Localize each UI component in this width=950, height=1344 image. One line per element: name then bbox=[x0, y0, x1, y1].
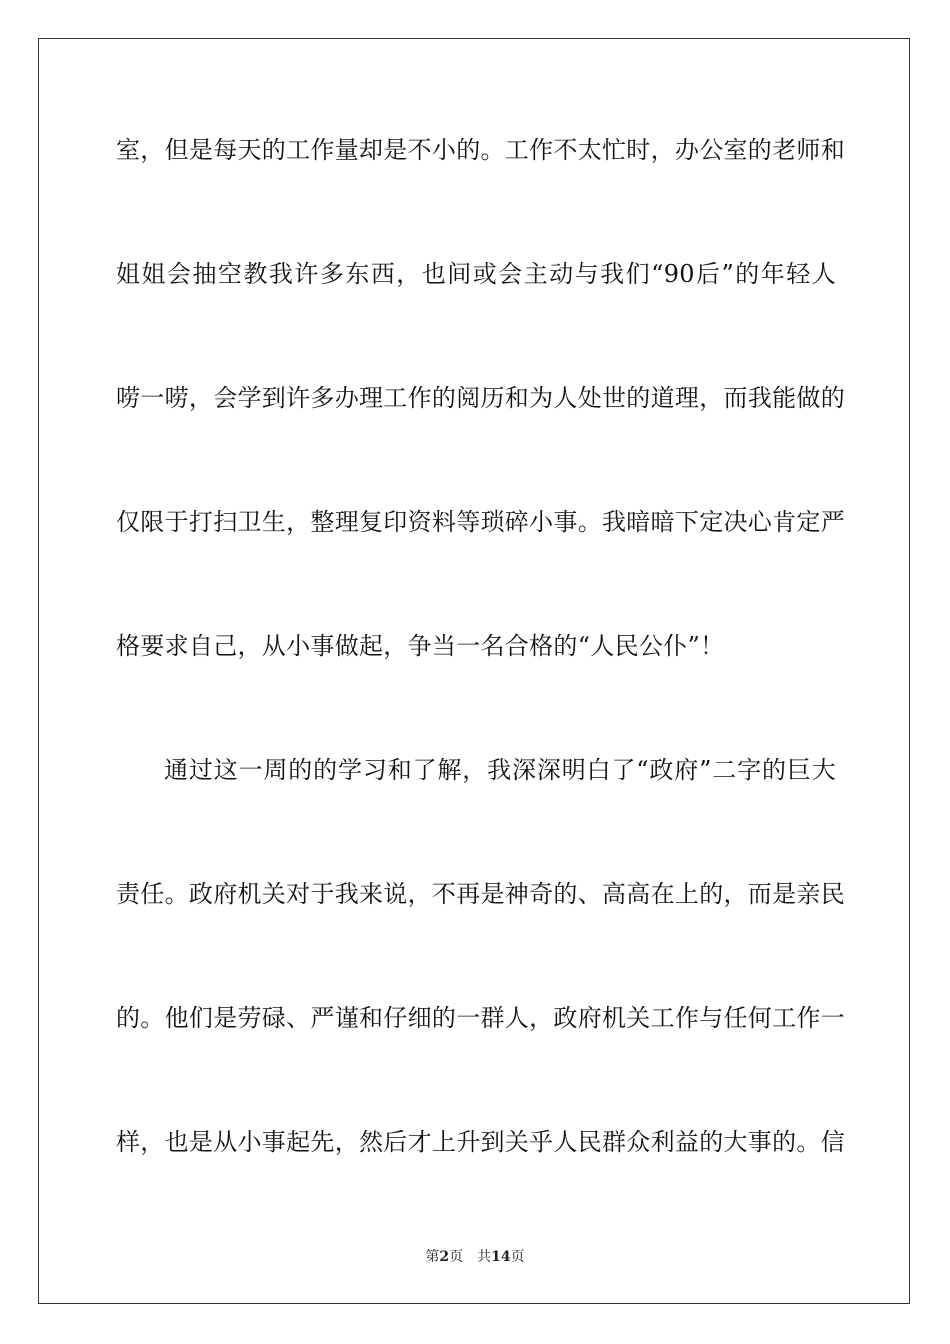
footer-page-number: 2 bbox=[439, 1249, 450, 1265]
body-line-9: 样，也是从小事起先，然后才上升到关乎人民群众利益的大事的。信 bbox=[116, 1128, 845, 1156]
footer-total-prefix: 共 bbox=[477, 1249, 492, 1265]
body-line-4: 仅限于打扫卫生，整理复印资料等琐碎小事。我暗暗下定决心肯定严 bbox=[116, 508, 845, 536]
page-border bbox=[38, 38, 910, 1304]
body-line-6: 通过这一周的的学习和了解，我深深明白了“政府”二字的巨大 bbox=[164, 756, 836, 784]
footer-total-suffix: 页 bbox=[510, 1249, 525, 1265]
page-footer bbox=[0, 1248, 950, 1266]
body-line-1: 室，但是每天的工作量却是不小的。工作不太忙时，办公室的老师和 bbox=[116, 136, 845, 164]
body-line-7: 责任。政府机关对于我来说，不再是神奇的、高高在上的，而是亲民 bbox=[116, 880, 845, 908]
body-line-8: 的。他们是劳碌、严谨和仔细的一群人，政府机关工作与任何工作一 bbox=[116, 1004, 845, 1032]
footer-total-pages: 14 bbox=[491, 1249, 511, 1265]
body-line-3: 唠一唠，会学到许多办理工作的阅历和为人处世的道理，而我能做的 bbox=[116, 384, 845, 412]
footer-page-prefix: 第 bbox=[425, 1249, 440, 1265]
body-line-5: 格要求自己，从小事做起，争当一名合格的“人民公仆”！ bbox=[116, 632, 725, 660]
footer-page-suffix: 页 bbox=[449, 1249, 464, 1265]
body-line-2: 姐姐会抽空教我许多东西，也间或会主动与我们“90后”的年轻人 bbox=[116, 260, 836, 288]
